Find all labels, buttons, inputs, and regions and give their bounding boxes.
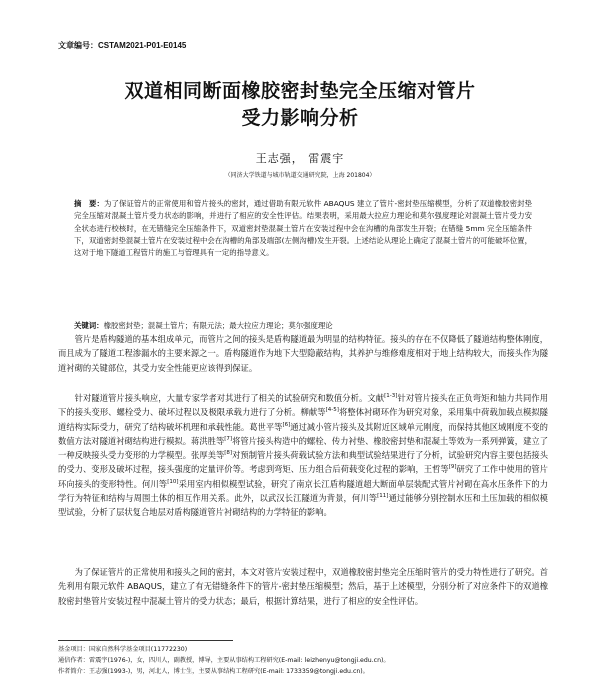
- p2-text-h: 采用室内相似模型试验，研究了南京长江盾构隧道超大断面单层装配式管片衬砌在高水压条件下的力学行为特征和结构与周围土体的相互作用关系。此外，以武汉长江隧道为背景，何川等: [58, 478, 548, 504]
- p2-text-d: 通过减小管片接头及其附近区域单元刚度，而保持其他区域刚度不变的数值方法对隧道衬砌结构进行模拟。蒋洪胜等: [58, 421, 548, 446]
- footnote-author-bio: 作者简介：王志强(1993-)，男，河北人，博士生，主要从事结构工程研究(E-mail: 1733359@tongji.edu.cn)。: [58, 668, 369, 675]
- p2-text-c: 将整体衬砌环作为研究对象，采用集中荷载加载点模拟隧道结构实际受力，研究了结构破坏机理和承载性能。葛世平等: [58, 407, 548, 432]
- abstract-label: 摘 要：: [74, 199, 104, 208]
- body-paragraph-2: [58, 391, 548, 520]
- citation-ref: [11]: [377, 493, 389, 500]
- citation-ref: [6]: [282, 421, 291, 428]
- p2-text-a: 针对隧道管片接头响应，大量专家学者对其进行了相关的试验研究和数值分析。文献: [74, 393, 385, 403]
- body-paragraph-3: 为了保证管片的正常使用和接头之间的密封，本文对管片安装过程中，双道橡胶密封垫完全压缩时管片的受力特性进行了研究。首先利用有限元软件 ABAQUS，建立了有无错缝条件下的管片-密封垫压缩模型；然后，基于上述模型，分别分析了对应条件下的双道橡胶密封垫管片安装过程中混凝土管片的受力状态；最后，根据计算结果，进行了相应的安全性评估。: [58, 567, 548, 606]
- p2-text-e: 将管片接头构造中的螺栓、传力衬垫、橡胶密封垫和混凝土等效为一系列弹簧，建立了一种反映接头受力变形的力学模型。张厚美等: [58, 435, 548, 461]
- abstract: [74, 198, 532, 259]
- citation-ref: [7]: [224, 436, 233, 443]
- citation-ref: [9]: [448, 464, 457, 471]
- author-list: 王志强， 雷震宇: [255, 152, 345, 165]
- citation-ref: [8]: [224, 450, 233, 457]
- citation-ref: [1-3]: [384, 393, 398, 400]
- paper-title-line-2: 受力影响分析: [241, 107, 359, 129]
- p2-text-g: 研究了工作中使用的管片环向接头的变形特性。何川等: [58, 464, 548, 489]
- keywords-text: 橡胶密封垫；混凝土管片；有限元法；最大拉应力理论；莫尔强度理论: [103, 321, 333, 330]
- article-number: 文章编号：CSTAM2021-P01-E0145: [58, 41, 187, 50]
- paper-title-line-1: 双道相同断面橡胶密封垫完全压缩对管片: [124, 80, 476, 102]
- body-paragraph-1: 管片是盾构隧道的基本组成单元，而管片之间的接头是盾构隧道最为明显的结构特征。接头的存在不仅降低了隧道结构整体刚度，而且成为了隧道工程渗漏水的主要来源之一。盾构隧道作为地下大型隐蔽结构，其养护与维修难度相对于地上结构较大，而接头作为隧道衬砌的关键部位，其受力安全性能更应该得到保证。: [58, 334, 548, 373]
- affiliation: （同济大学铁道与城市轨道交通研究院，上海 201804）: [224, 172, 376, 179]
- keywords: [74, 320, 532, 332]
- footnote-divider: [58, 640, 233, 641]
- p2-text-f: 对预制管片接头荷载试验方法和典型试验结果进行了分析，试验研究内容主要包括接头的受力、变形及破坏过程，接头强度的定量评价等。考虑到弯矩、压力组合后荷载变化过程的影响，王哲等: [58, 450, 548, 475]
- footnote-corresponding-author: 通信作者：雷震宇(1976-)，女，四川人，副教授，博导，主要从事结构工程研究(E-mail: leizhenyu@tongji.edu.cn)。: [58, 657, 390, 664]
- abstract-text: 为了保证管片的正常使用和管片接头的密封，通过借助有限元软件 ABAQUS 建立了管片-密封垫压缩模型，分析了双道橡胶密封垫完全压缩对混凝土管片受力状态的影响，并进行了相应的安全性评估。结果表明，采用最大拉应力理论和莫尔强度理论对混凝土管片受力安全状态进行校核时，在无错缝完全压缩条件下，双道密封垫混凝土管片在安装过程中会在沟槽的角部发生开裂；在错缝 5mm 完全压缩条件下，双道密封垫混凝土管片在安装过程中会在沟槽的角部及端部(左侧沟槽)发生开裂。上述结论从理论上确定了混凝土管片的可能破坏位置，这对于地下隧道工程管片的施工与管理具有一定的指导意义。: [74, 199, 532, 258]
- citation-ref: [4-5]: [325, 407, 339, 414]
- p2-text-i: 通过能够分别控制水压和土压加载的相似模型试验，分析了层状复合地层对盾构隧道管片衬砌结构的力学特征的影响。: [58, 493, 548, 518]
- p2-text-b: 针对管片接头在正负弯矩和轴力共同作用下的接头变形、螺栓受力、破坏过程以及极限承载力进行了分析。柳献等: [58, 393, 548, 418]
- footnote-fund: 基金项目：国家自然科学基金项目(11772230): [58, 646, 188, 653]
- keywords-label: 关键词：: [74, 321, 104, 330]
- citation-ref: [10]: [167, 479, 179, 486]
